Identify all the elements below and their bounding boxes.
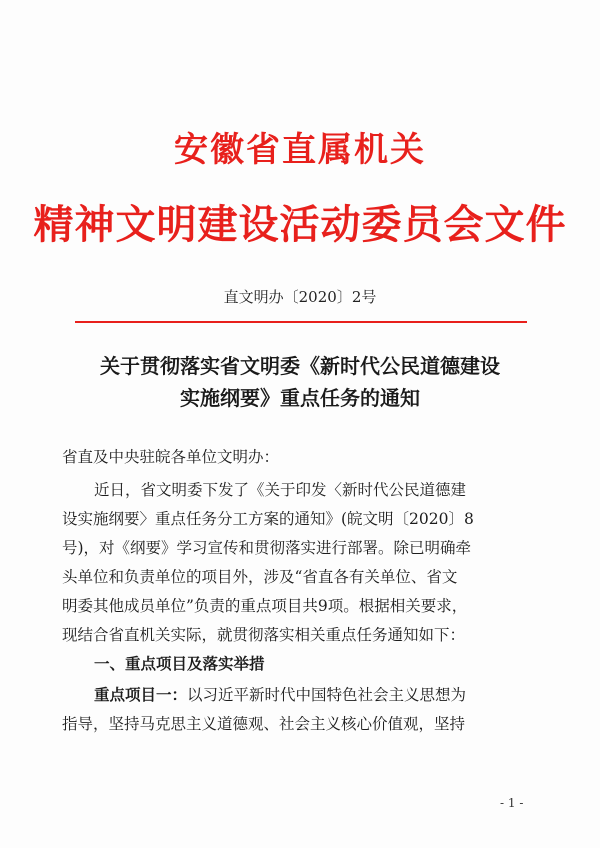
paragraph-line: 近日，省文明委下发了《关于印发〈新时代公民道德建	[94, 481, 467, 499]
paragraph-line: 现结合省直机关实际，就贯彻落实相关重点任务通知如下：	[62, 626, 466, 644]
paragraph-line: 明委其他成员单位”负责的重点项目共9项。根据相关要求，	[62, 597, 468, 615]
issuing-authority-line2: 精神文明建设活动委员会文件	[33, 201, 567, 248]
paragraph-line: 设实施纲要〉重点任务分工方案的通知》(皖文明〔2020〕8	[62, 510, 474, 528]
item-label: 重点项目一：	[94, 685, 188, 704]
paragraph-line: 号)，对《纲要》学习宣传和贯彻落实进行部署。除已明确牵	[62, 539, 472, 557]
issuing-authority-line1: 安徽省直属机关	[174, 130, 426, 170]
item-line: 指导，坚持马克思主义道德观、社会主义核心价值观，坚持	[62, 715, 466, 733]
section-heading: 一、重点项目及落实举措	[94, 654, 265, 673]
document-title	[60, 350, 540, 414]
item-line	[94, 683, 466, 705]
document-number: 直文明办〔2020〕2号	[223, 288, 377, 306]
page-number: - 1 -	[500, 796, 524, 810]
red-divider-line	[75, 321, 527, 323]
title-line-2: 实施纲要》重点任务的通知	[180, 386, 420, 410]
item-text: 以习近平新时代中国特色社会主义思想为	[187, 686, 467, 704]
addressee: 省直及中央驻皖各单位文明办：	[62, 448, 280, 466]
title-line-1: 关于贯彻落实省文明委《新时代公民道德建设	[100, 354, 500, 378]
paragraph-line: 头单位和负责单位的项目外，涉及“省直各有关单位、省文	[62, 568, 458, 586]
